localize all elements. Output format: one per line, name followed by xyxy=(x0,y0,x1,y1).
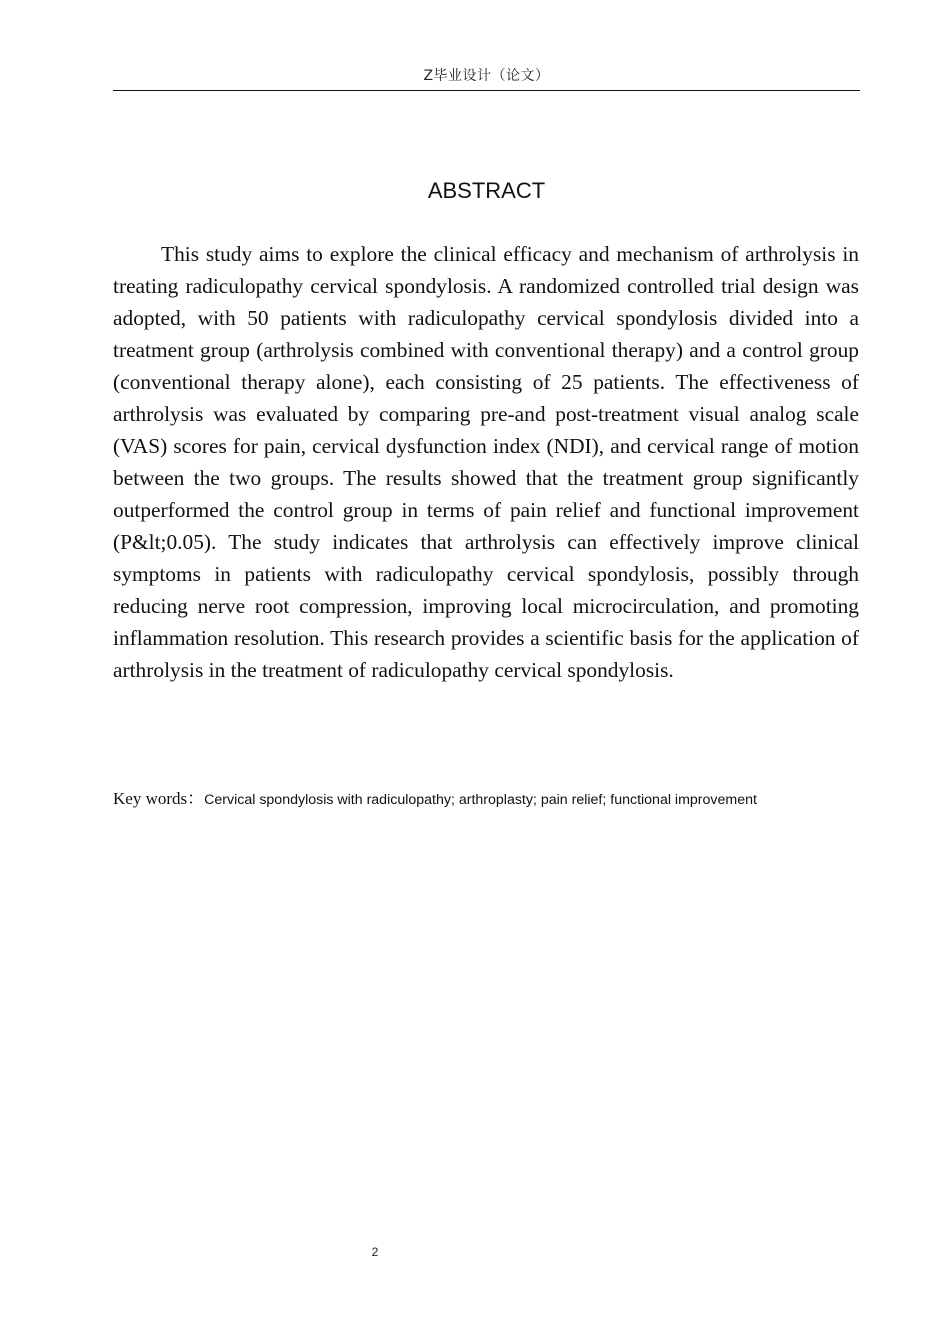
header-rule xyxy=(113,90,860,91)
abstract-body: This study aims to explore the clinical efficacy and mechanism of arthrolysis in treating radiculopathy cervical spondylosis. A randomized controlled trial design was adopted, with 50 patients with radiculopathy cervical spondylosis divided into a treatment group (arthrolysis combined with conventional therapy) and a control group (conventional therapy alone), each consisting of 25 patients. The effectiveness of arthrolysis was evaluated by comparing pre-and post-treatment visual analog scale (VAS) scores for pain, cervical dysfunction index (NDI), and cervical range of motion between the two groups. The results showed that the treatment group significantly outperformed the control group in terms of pain relief and functional improvement (P&lt;0.05). The study indicates that arthrolysis can effectively improve clinical symptoms in patients with radiculopathy cervical spondylosis, possibly through reducing nerve root compression, improving local microcirculation, and promoting inflammation resolution. This research provides a scientific basis for the application of arthrolysis in the treatment of radiculopathy cervical spondylosis. xyxy=(113,242,859,682)
abstract-title: ABSTRACT xyxy=(427,178,546,203)
keywords-text: Cervical spondylosis with radiculopathy; arthroplasty; pain relief; functional improvement xyxy=(204,792,757,808)
keywords-label: Key words： xyxy=(113,789,205,808)
keywords-line xyxy=(113,787,873,812)
running-header: Z毕业设计（论文） xyxy=(423,68,550,84)
page-number: 2 xyxy=(371,1245,379,1259)
